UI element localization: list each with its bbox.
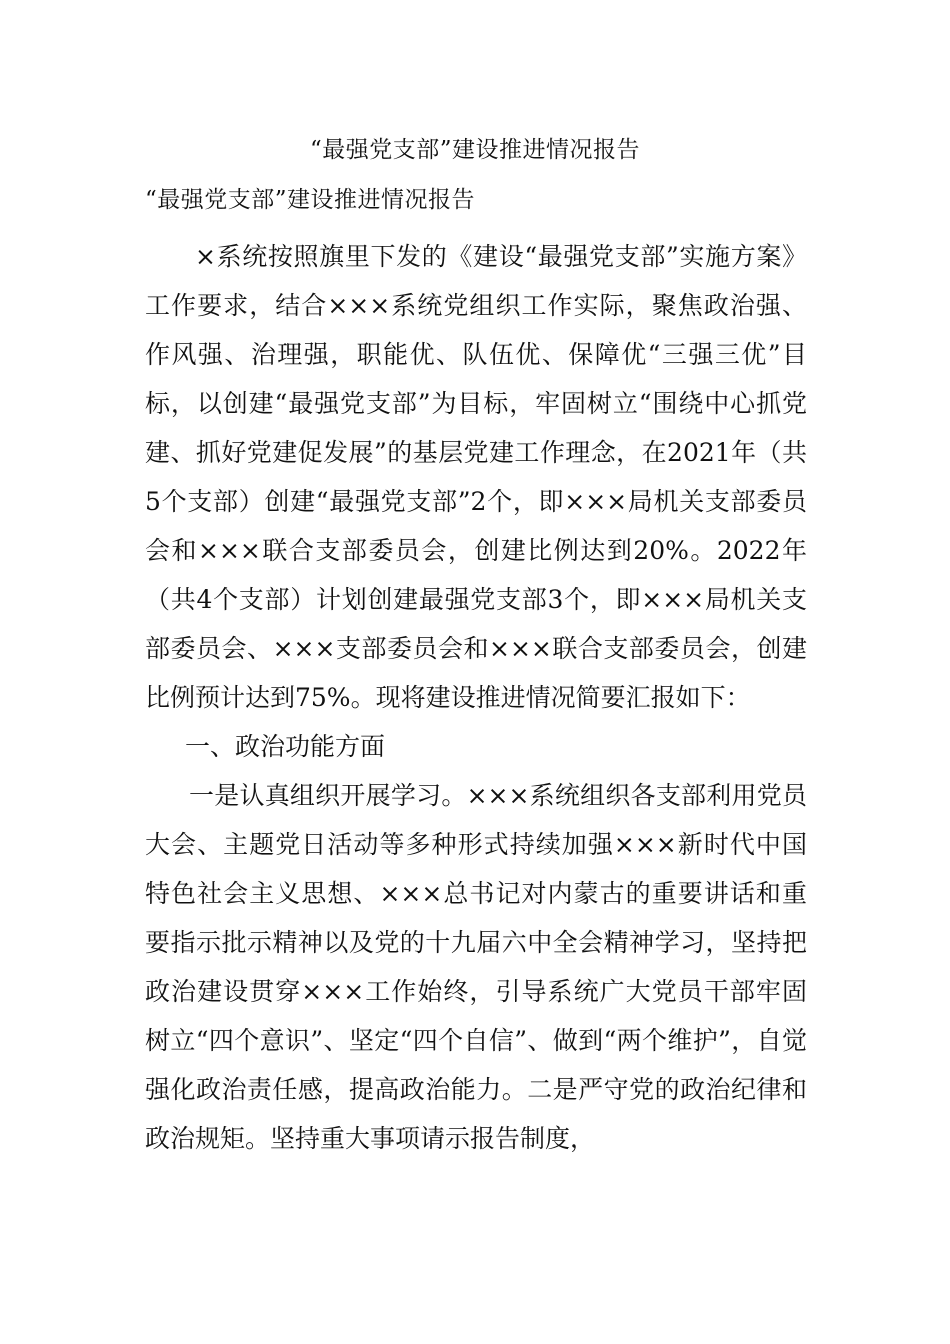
document-body: [145, 232, 807, 1163]
document-title: “最强党支部”建设推进情况报告: [309, 137, 641, 163]
section-heading-political-function: 一、政治功能方面: [185, 732, 386, 761]
document-subtitle: “最强党支部”建设推进情况报告: [145, 187, 476, 213]
paragraph-political-study: 一是认真组织开展学习。×××系统组织各支部利用党员大会、主题党日活动等多种形式持续加强×××新时代中国特色社会主义思想、×××总书记对内蒙古的重要讲话和重要指示批示精神以及党的十九届六中全会精神学习，坚持把政治建设贯穿×××工作始终，引导系统广大党员干部牢固树立“四个意识”、坚定“四个自信”、做到“两个维护”，自觉强化政治责任感，提高政治能力。二是严守党的政治纪律和政治规矩。坚持重大事项请示报告制度，: [145, 781, 807, 1153]
paragraph-intro: ×系统按照旗里下发的《建设“最强党支部”实施方案》工作要求，结合×××系统党组织工作实际，聚焦政治强、作风强、治理强，职能优、队伍优、保障优“三强三优”目标，以创建“最强党支部”为目标，牢固树立“围绕中心抓党建、抓好党建促发展”的基层党建工作理念，在2021年（共5个支部）创建“最强党支部”2个，即×××局机关支部委员会和×××联合支部委员会，创建比例达到20%。2022年（共4个支部）计划创建最强党支部3个，即×××局机关支部委员会、×××支部委员会和×××联合支部委员会，创建比例预计达到75%。现将建设推进情况简要汇报如下：: [145, 242, 807, 712]
